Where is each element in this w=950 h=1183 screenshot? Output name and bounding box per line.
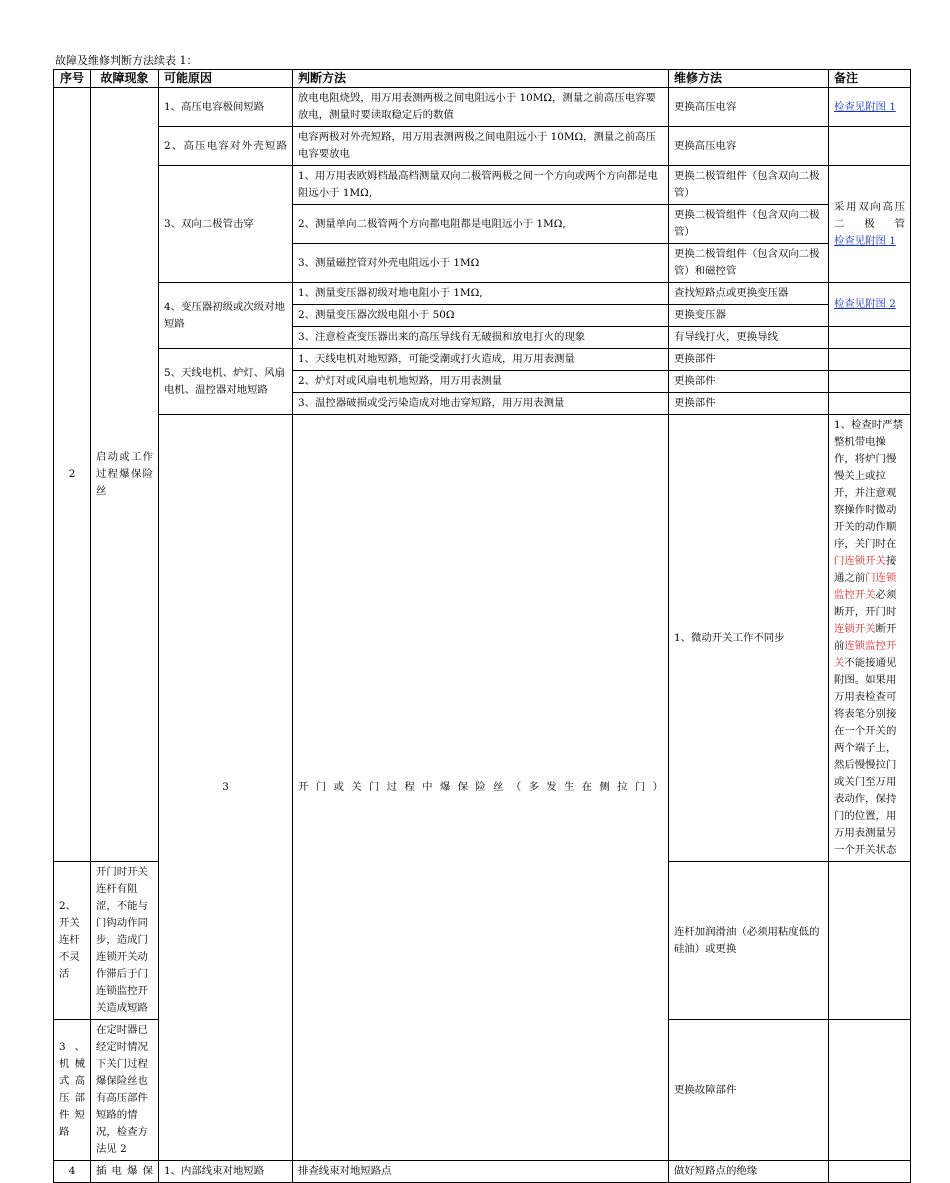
highlight-term: 连锁监控开关 bbox=[834, 640, 897, 669]
cause-cell: 1、内部线束对地短路 bbox=[159, 1161, 293, 1183]
remark-cell bbox=[829, 862, 911, 1020]
table-row bbox=[54, 88, 911, 127]
cause-cell: 3、机械式高压部件短路 bbox=[54, 1020, 91, 1161]
repair-cell: 更换部件 bbox=[669, 371, 829, 393]
judgement-cell: 3、注意检查变压器出来的高压导线有无破损和放电打火的现象 bbox=[293, 327, 669, 349]
judgement-cell: 1、天线电机对地短路，可能受潮或打火造成，用万用表测量 bbox=[293, 349, 669, 371]
judgement-cell: 在定时器已经定时情况下关门过程爆保险丝也有高压部件短路的情况，检查方法见 2 bbox=[91, 1020, 159, 1161]
judgement-cell bbox=[829, 415, 911, 862]
row-index: 4 bbox=[54, 1161, 91, 1183]
header-remark: 备注 bbox=[829, 70, 911, 88]
header-index: 序号 bbox=[54, 70, 91, 88]
figure-link[interactable]: 检查见附图 2 bbox=[834, 298, 896, 310]
highlight-term: 连锁开关 bbox=[834, 623, 876, 635]
table-row bbox=[54, 415, 911, 862]
judgement-cell: 2、测量变压器次级电阻小于 50Ω bbox=[293, 305, 669, 327]
repair-cell: 连杆加润滑油（必须用粘度低的硅油）或更换 bbox=[669, 862, 829, 1020]
fault-table bbox=[53, 69, 911, 1183]
fault-phenomenon: 启动或工作过程爆保险丝 bbox=[91, 88, 159, 862]
judgement-text: 不能接通见附图。如果用万用表检查可将表笔分别接在一个开关的两个端子上，然后慢慢拉门或关门至万用表动作，保持门的位置，用万用表测量另一个开关状态 bbox=[834, 657, 897, 856]
cause-cell: 1、高压电容极间短路 bbox=[159, 88, 293, 127]
judgement-cell: 排查线束对地短路点 bbox=[293, 1161, 669, 1183]
judgement-cell: 3、温控器破损或受污染造成对地击穿短路，用万用表测量 bbox=[293, 393, 669, 415]
judgement-cell: 1、测量变压器初级对地电阻小于 1MΩ, bbox=[293, 283, 669, 305]
repair-cell: 更换高压电容 bbox=[669, 88, 829, 127]
fault-phenomenon: 插电爆保 bbox=[91, 1161, 159, 1183]
cause-cell: 2、开关连杆不灵活 bbox=[54, 862, 91, 1020]
repair-cell: 做好短路点的绝缘 bbox=[669, 1161, 829, 1183]
repair-cell: 更换二极管组件（包含双向二极管）和磁控管 bbox=[669, 244, 829, 283]
cause-cell: 1、微动开关工作不同步 bbox=[669, 415, 829, 862]
repair-cell: 更换高压电容 bbox=[669, 127, 829, 166]
header-repair: 维修方法 bbox=[669, 70, 829, 88]
figure-link[interactable]: 检查见附图 1 bbox=[834, 234, 896, 247]
table-header-row bbox=[54, 70, 911, 88]
repair-cell: 更换二极管组件（包含双向二极管） bbox=[669, 166, 829, 205]
judgement-text: 必须断开，开门时 bbox=[834, 589, 897, 618]
repair-cell: 更换故障部件 bbox=[669, 1020, 829, 1161]
remark-cell bbox=[829, 1020, 911, 1161]
repair-cell: 更换部件 bbox=[669, 393, 829, 415]
highlight-term: 门连锁开关 bbox=[834, 555, 886, 567]
row-index: 2 bbox=[54, 88, 91, 862]
repair-cell: 更换二极管组件（包含双向二极管） bbox=[669, 205, 829, 244]
remark-cell bbox=[829, 327, 911, 349]
header-phenomenon: 故障现象 bbox=[91, 70, 159, 88]
table-caption: 故障及维修判断方法续表 1： bbox=[55, 54, 198, 67]
remark-cell bbox=[829, 127, 911, 166]
judgement-cell: 电容两极对外壳短路，用万用表测两极之间电阻远小于 10MΩ，测量之前高压电容要放电 bbox=[293, 127, 669, 166]
cause-cell: 2、高压电容对外壳短路 bbox=[159, 127, 293, 166]
remark-cell bbox=[829, 88, 911, 127]
cause-cell: 3、双向二极管击穿 bbox=[159, 166, 293, 283]
repair-cell: 有导线打火，更换导线 bbox=[669, 327, 829, 349]
remark-cell bbox=[829, 166, 911, 283]
remark-cell bbox=[829, 1161, 911, 1183]
judgement-cell: 开门时开关连杆有阻涩，不能与门钩动作同步，造成门连锁开关动作滞后于门连锁监控开关造成短路 bbox=[91, 862, 159, 1020]
table-row bbox=[54, 349, 911, 371]
fault-phenomenon: 开门或关门过程中爆保险丝（多发生在侧拉门） bbox=[293, 415, 669, 1161]
table-row bbox=[54, 127, 911, 166]
judgement-cell: 3、测量磁控管对外壳电阻远小于 1MΩ bbox=[293, 244, 669, 283]
remark-cell bbox=[829, 283, 911, 327]
remark-text: 采用双向高压二极管 bbox=[834, 200, 905, 230]
judgement-cell: 2、测量单向二极管两个方向都电阻都是电阻远小于 1MΩ, bbox=[293, 205, 669, 244]
highlight-term: 门连锁监控开关 bbox=[834, 572, 897, 601]
row-index: 3 bbox=[159, 415, 293, 1161]
repair-cell: 更换变压器 bbox=[669, 305, 829, 327]
header-judgement: 判断方法 bbox=[293, 70, 669, 88]
header-cause: 可能原因 bbox=[159, 70, 293, 88]
remark-cell bbox=[829, 393, 911, 415]
figure-link[interactable]: 检查见附图 1 bbox=[834, 100, 896, 113]
repair-cell: 查找短路点或更换变压器 bbox=[669, 283, 829, 305]
cause-cell: 5、天线电机、炉灯、风扇电机、温控器对地短路 bbox=[159, 349, 293, 415]
judgement-cell: 放电电阻烧毁，用万用表测两极之间电阻远小于 10MΩ，测量之前高压电容要放电，测量时要读取稳定后的数值 bbox=[293, 88, 669, 127]
table-row bbox=[54, 283, 911, 305]
judgement-text: 接通之前 bbox=[834, 555, 897, 584]
repair-cell: 更换部件 bbox=[669, 349, 829, 371]
judgement-text: 1、检查时严禁整机带电操作，将炉门慢慢关上或拉开，并注意观察操作时微动开关的动作顺序，关门时在 bbox=[834, 419, 903, 550]
table-row bbox=[54, 1161, 911, 1183]
remark-cell bbox=[829, 349, 911, 371]
judgement-text: 断开前 bbox=[834, 623, 897, 652]
table-row bbox=[54, 166, 911, 205]
cause-cell: 4、变压器初级或次级对地短路 bbox=[159, 283, 293, 349]
remark-cell bbox=[829, 371, 911, 393]
judgement-cell: 1、用万用表欧姆档最高档测量双向二极管两极之间一个方向或两个方向都是电阻远小于 1MΩ, bbox=[293, 166, 669, 205]
judgement-cell: 2、炉灯对或风扇电机地短路，用万用表测量 bbox=[293, 371, 669, 393]
